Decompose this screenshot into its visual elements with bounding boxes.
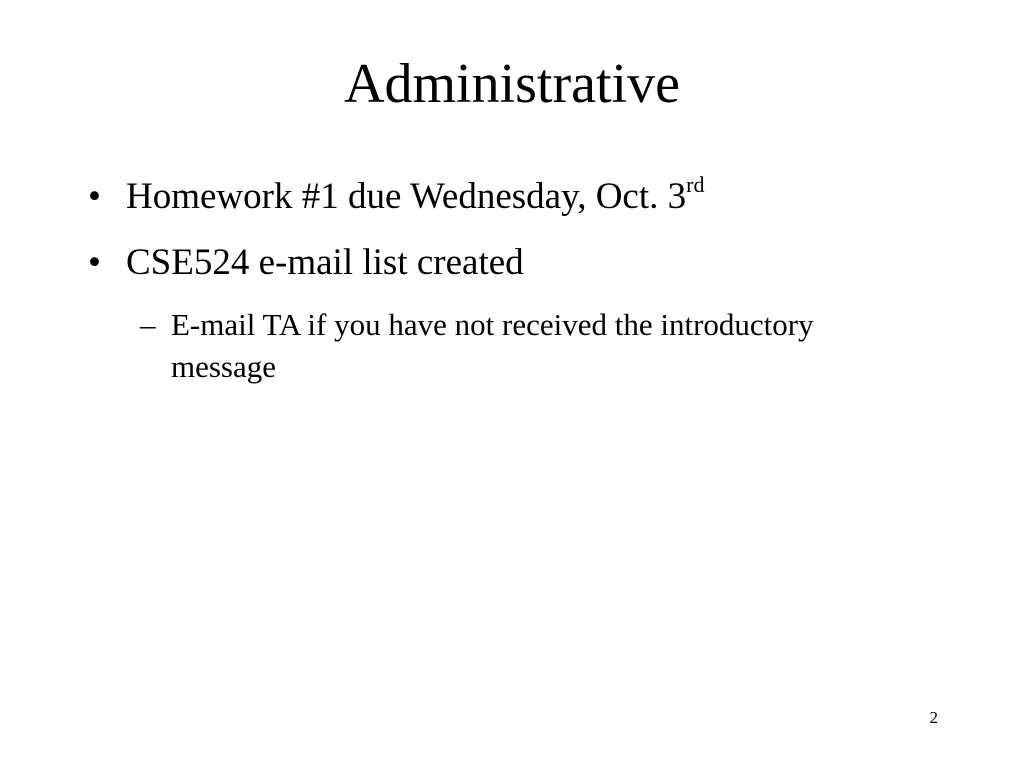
page-number: 2	[929, 708, 938, 727]
ordinal-superscript: rd	[686, 172, 705, 197]
sub-bullet-text: E-mail TA if you have not received the introductory message	[171, 307, 814, 384]
dash-marker: –	[140, 307, 156, 342]
bullet-text: CSE524 e-mail list created	[126, 242, 524, 283]
bullet-item-email-list	[88, 240, 524, 286]
sub-bullet-item-email-ta	[140, 304, 840, 388]
bullet-item-homework	[88, 174, 704, 220]
bullet-marker: •	[88, 242, 101, 283]
slide-title: Administrative	[344, 53, 680, 115]
bullet-marker: •	[88, 176, 101, 217]
bullet-text: Homework #1 due Wednesday, Oct. 3	[126, 176, 687, 217]
